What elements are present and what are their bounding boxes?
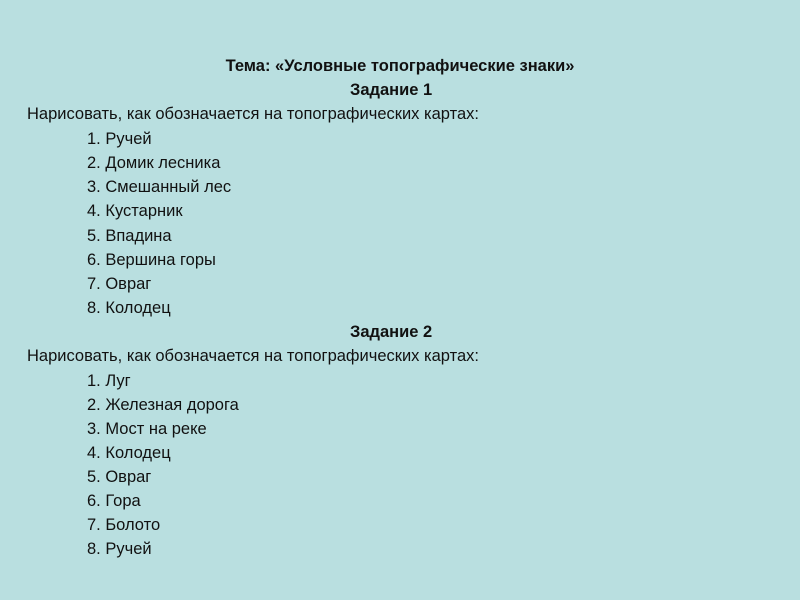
task1-item: 6. Вершина горы	[87, 251, 216, 269]
task2-item: 4. Колодец	[87, 444, 171, 462]
task2-item: 3. Мост на реке	[87, 420, 207, 438]
task1-item: 7. Овраг	[87, 275, 152, 293]
task1-item: 4. Кустарник	[87, 202, 183, 220]
task2-item: 1. Луг	[87, 372, 131, 390]
task1-item: 2. Домик лесника	[87, 154, 221, 172]
page-title: Тема: «Условные топографические знаки»	[225, 57, 575, 75]
task1-heading: Задание 1	[350, 81, 433, 99]
task2-item: 6. Гора	[87, 492, 141, 510]
task1-item: 8. Колодец	[87, 299, 171, 317]
task1-intro: Нарисовать, как обозначается на топографических картах:	[27, 105, 479, 123]
task2-intro: Нарисовать, как обозначается на топографических картах:	[27, 347, 479, 365]
task2-heading: Задание 2	[350, 323, 433, 341]
task2-item: 7. Болото	[87, 516, 161, 534]
task1-item: 3. Смешанный лес	[87, 178, 232, 196]
task2-item: 5. Овраг	[87, 468, 152, 486]
task2-item: 2. Железная дорога	[87, 396, 239, 414]
task1-item: 5. Впадина	[87, 227, 172, 245]
task1-item: 1. Ручей	[87, 130, 152, 148]
task2-item: 8. Ручей	[87, 540, 152, 558]
